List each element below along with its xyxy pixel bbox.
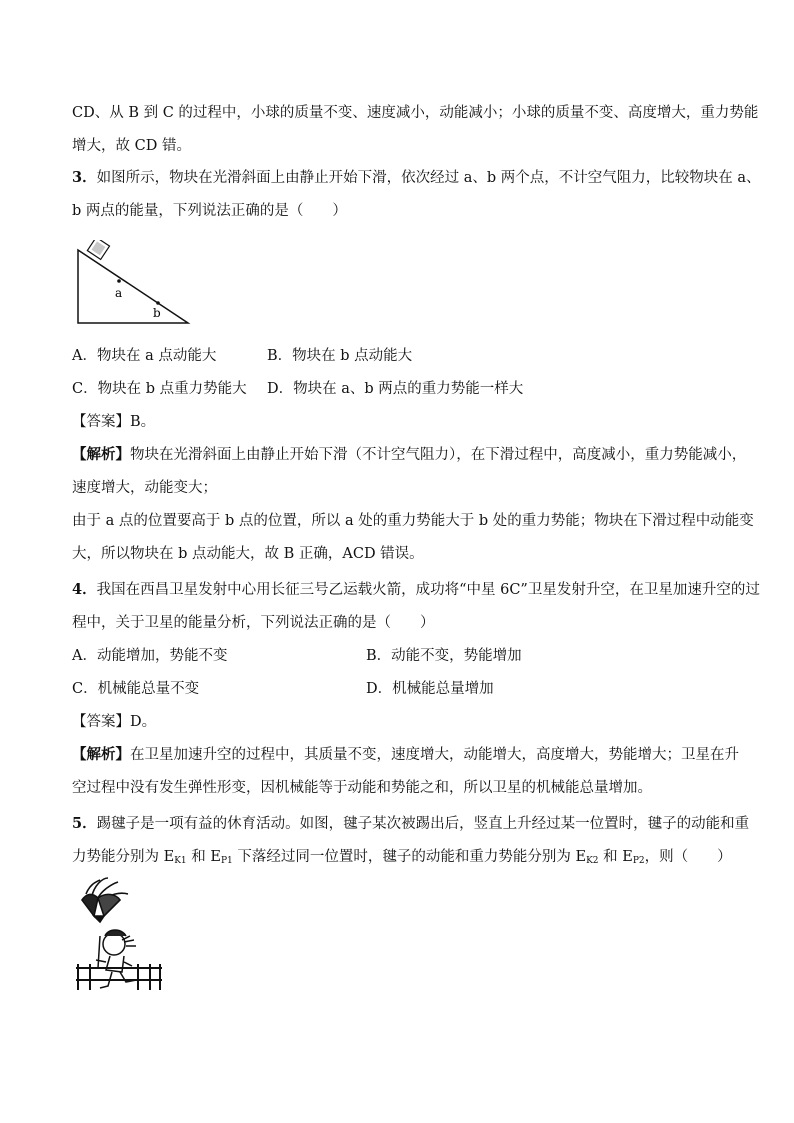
question-4-stem-cont: 程中，关于卫星的能量分析，下列说法正确的是（ ） [72,615,435,631]
shuttlecock [82,878,128,922]
incline-figure [72,240,194,328]
subscript: K1 [174,856,187,866]
subscript: P1 [220,856,233,866]
analysis-tag: 【解析】 [72,446,130,463]
subscript: K2 [586,856,599,866]
option-d: D．机械能总量增加 [366,681,494,697]
analysis-line [72,445,746,465]
question-3-stem-cont: b 两点的能量，下列说法正确的是（ ） [72,203,347,219]
fence [76,964,162,990]
analysis-line: 由于 a 点的位置要高于 b 点的位置，所以 a 处的重力势能大于 b 处的重力势能；物块在下滑过程中动能变 [72,513,754,529]
option-c: C．机械能总量不变 [72,681,200,697]
question-text: 踢毽子是一项有益的休育活动。如图，毽子某次被踢出后，竖直上升经过某一位置时，毽子的动能和重 [96,816,750,832]
point-b [156,301,160,305]
point-a [117,279,121,283]
option-a: A．物块在 a 点动能大 [72,348,217,364]
question-number: 3． [72,169,97,186]
text-fragment: ，则（ ） [644,849,732,865]
analysis-text: 在卫星加速升空的过程中，其质量不变，速度增大，动能增大，高度增大，势能增大；卫星在升 [130,747,739,763]
incline-triangle [78,250,188,323]
label-a: a [115,286,123,300]
block-on-incline [87,240,109,259]
option-a: A．动能增加，势能不变 [72,648,228,664]
analysis-line: 速度增大，动能变大； [72,480,217,496]
question-number: 4． [72,581,97,598]
text-fragment: 和 E [186,849,221,865]
question-text: 我国在西昌卫星发射中心用长征三号乙运载火箭，成功将“中星 6C”卫星发射升空，在卫星加速升空的过 [96,582,760,598]
text-fragment: 和 E [598,849,633,865]
question-5-stem [72,814,749,834]
text-fragment: 下落经过同一位置时，毽子的动能和重力势能分别为 E [232,849,587,865]
text-line: CD、从 B 到 C 的过程中，小球的质量不变、速度减小，动能减小；小球的质量不变、高度增大，重力势能 [72,105,759,121]
analysis-line [72,745,739,765]
analysis-tag: 【解析】 [72,746,130,763]
text-line: 增大，故 CD 错。 [72,138,191,154]
subscript: P2 [632,856,645,866]
option-b: B．动能不变，势能增加 [366,648,522,664]
answer-line: 【答案】D。 [72,714,157,730]
label-b: b [153,306,161,320]
analysis-line: 大，所以物块在 b 点动能大，故 B 正确，ACD 错误。 [72,546,424,562]
analysis-text: 物块在光滑斜面上由静止开始下滑（不计空气阻力），在下滑过程中，高度减小，重力势能减小， [130,447,747,463]
question-4-stem [72,580,760,600]
question-5-stem-cont [72,847,732,871]
option-b: B．物块在 b 点动能大 [267,348,413,364]
question-text: 如图所示，物块在光滑斜面上由静止开始下滑，依次经过 a、b 两个点，不计空气阻力，比较物块在 a、 [96,170,761,186]
question-number: 5． [72,815,97,832]
option-d: D．物块在 a、b 两点的重力势能一样大 [267,381,524,397]
text-fragment: 力势能分别为 E [72,849,175,865]
shuttlecock-kick-illustration [72,876,167,996]
analysis-line: 空过程中没有发生弹性形变，因机械能等于动能和势能之和，所以卫星的机械能总量增加。 [72,780,652,796]
answer-line: 【答案】B。 [72,414,156,430]
option-c: C．物块在 b 点重力势能大 [72,381,247,397]
question-3-stem [72,168,761,188]
